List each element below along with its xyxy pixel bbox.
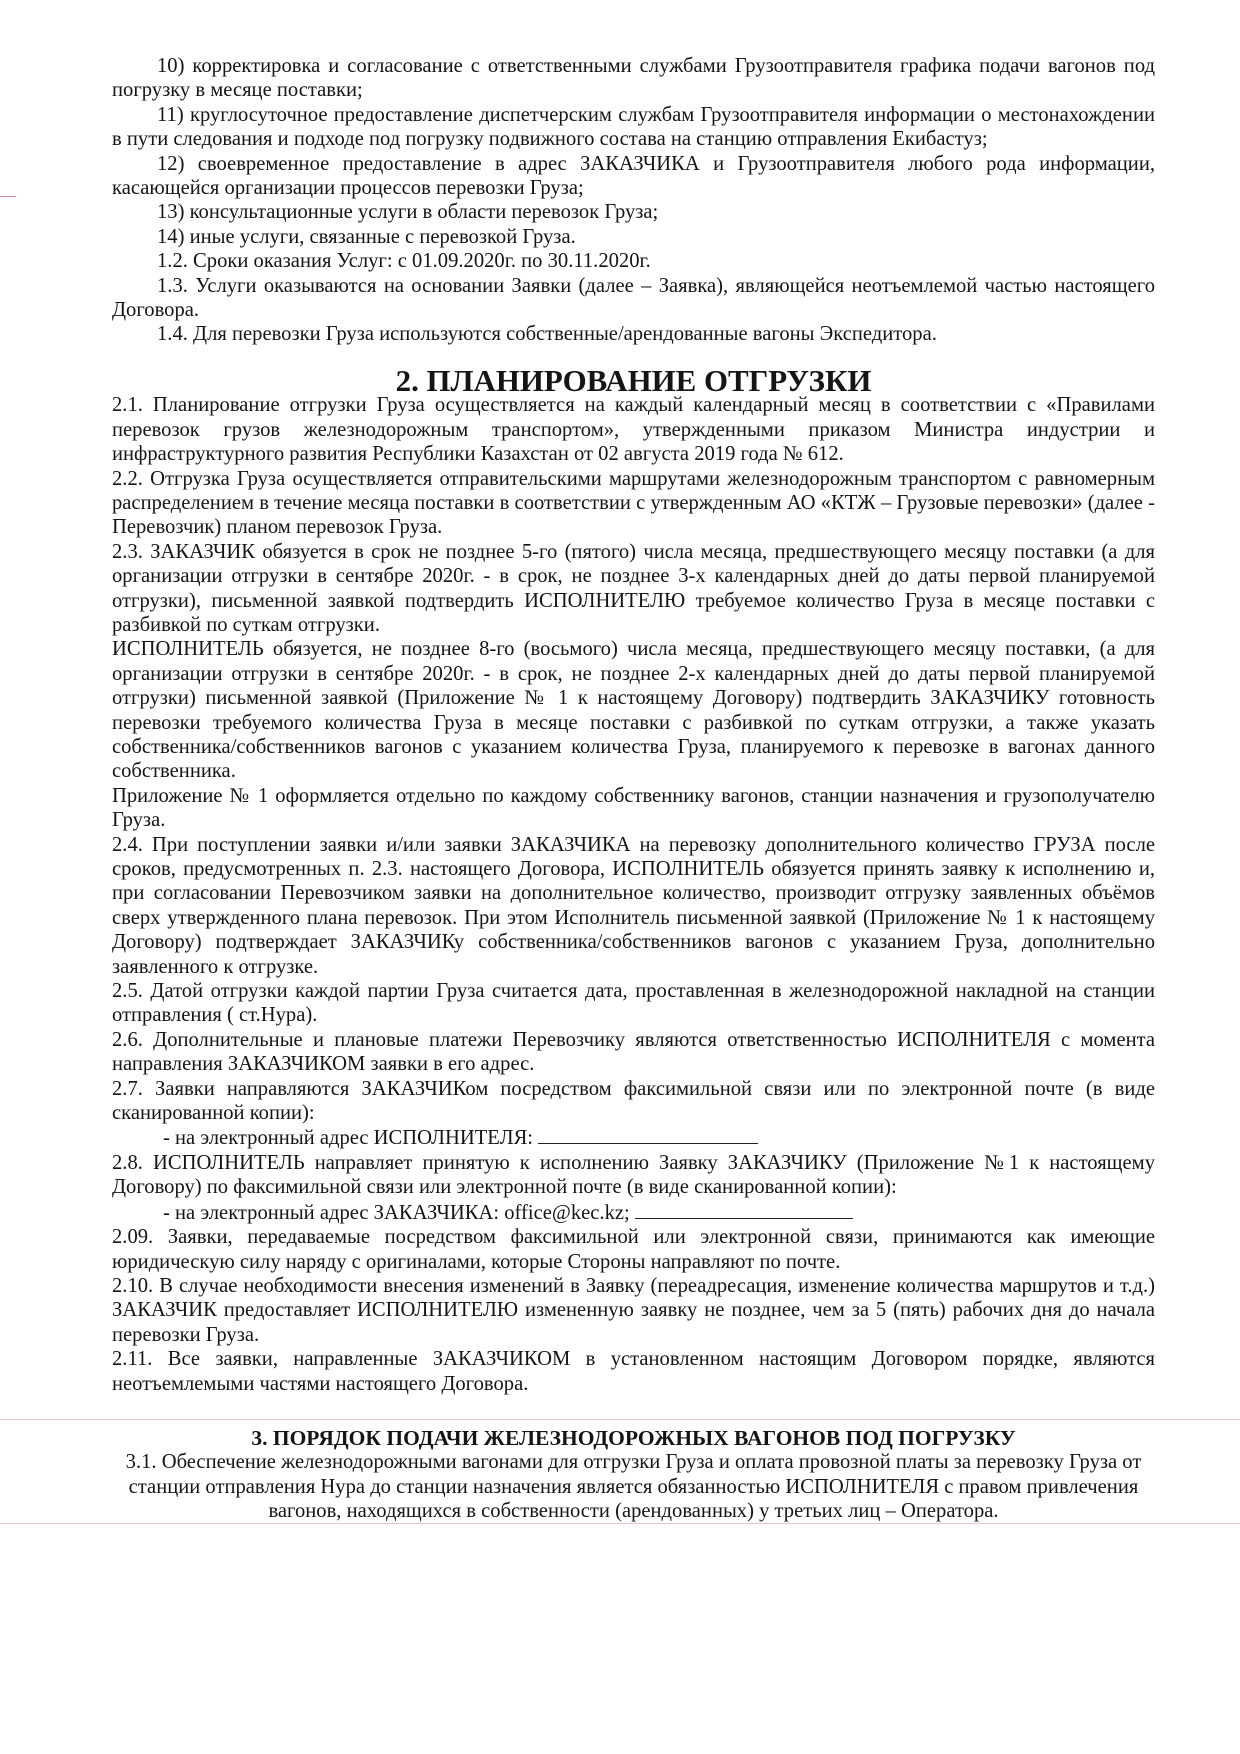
contractor-email-label: - на электронный адрес ИСПОЛНИТЕЛЯ: [163,1127,534,1150]
clause-1-3: 1.3. Услуги оказываются на основании Заявки (далее – Заявка), являющейся неотъемлемой частью настоящего Договора. [112,274,1155,322]
clause-2-5: 2.5. Датой отгрузки каждой партии Груза считается дата, проставленная в железнодорожной накладной на станции отправления ( ст.Нура). [112,980,1155,1027]
customer-email-label: - на электронный адрес ЗАКАЗЧИКА: office@kec.kz; [163,1201,630,1224]
clause-2-2: 2.2. Отгрузка Груза осуществляется отправительскими маршрутами железнодорожным транспортом с равномерным распределением в течение месяца поставки в соответствии с утвержденным АО «КТЖ – Грузовые перевозки» (далее - Перевозчик) планом перевозок Груза. [112,467,1155,539]
scan-edge-mark [0,196,16,197]
clause-1-4: 1.4. Для перевозки Груза используются собственные/арендованные вагоны Экспедитора. [157,323,937,346]
clause-2-1: 2.1. Планирование отгрузки Груза осуществляется на каждый календарный месяц в соответствии с «Правилами перевозок грузов железнодорожным транспортом», утвержденными приказом Министра индустрии и инфраструктурного развития Республики Казахстан от 02 августа 2019 года № 612. [112,394,1155,466]
scan-artifact-line [0,1419,1240,1420]
list-item-11: 11) круглосуточное предоставление диспетчерским службам Грузоотправителя информации о местонахождении в пути следования и подходе под погрузку подвижного состава на станцию отправления Екибастуз; [112,103,1155,151]
section-3-heading: 3. ПОРЯДОК ПОДАЧИ ЖЕЛЕЗНОДОРОЖНЫХ ВАГОНОВ ПОД ПОГРУЗКУ [251,1425,1016,1450]
clause-2-9: 2.09. Заявки, передаваемые посредством факсимильной или электронной связи, принимаются как имеющие юридическую силу наряду с оригиналами, которые Стороны направляют по почте. [112,1226,1155,1273]
scan-artifact-line [0,1523,1240,1524]
clause-2-11: 2.11. Все заявки, направленные ЗАКАЗЧИКОМ в установленном настоящим Договором порядке, являются неотъемлемыми частями настоящего Договора. [112,1348,1155,1395]
clause-2-3: 2.3. ЗАКАЗЧИК обязуется в срок не позднее 5-го (пятого) числа месяца, предшествующего месяцу поставки (а для организации отгрузки в сентябре 2020г. - в срок, не позднее 3-х календарных дней до даты первой планируемой отгрузки), письменной заявкой подтвердить ИСПОЛНИТЕЛЮ требуемое количество Груза в месяце поставки с разбивкой по суткам отгрузки. [112,540,1155,636]
clause-3-1: 3.1. Обеспечение железнодорожными вагонами для отгрузки Груза и оплата провозной платы за перевозку Груза от станции отправления Нура до станции назначения является обязанностью ИСПОЛНИТЕЛЯ с правом привлечения вагонов, находящихся в собственности (арендованных) у третьих лиц – Оператора. [125,1451,1142,1523]
list-item-12: 12) своевременное предоставление в адрес ЗАКАЗЧИКА и Грузоотправителя любого рода информации, касающейся организации процессов перевозки Груза; [112,152,1155,200]
contractor-email-line [112,1125,1155,1150]
list-item-10: 10) корректировка и согласование с ответственными службами Грузоотправителя графика подачи вагонов под погрузку в месяце поставки; [112,55,1155,102]
list-item-13: 13) консультационные услуги в области перевозок Груза; [157,201,659,224]
clause-2-3-appendix: Приложение № 1 оформляется отдельно по каждому собственнику вагонов, станции назначения и грузополучателю Груза. [112,784,1155,832]
clause-2-10: 2.10. В случае необходимости внесения изменений в Заявку (переадресация, изменение количества маршрутов и т.д.) ЗАКАЗЧИК предоставляет ИСПОЛНИТЕЛЮ измененную заявку не позднее, чем за 5 (пять) рабочих дня до начала перевозки Груза. [112,1274,1155,1346]
clause-2-6: 2.6. Дополнительные и плановые платежи Перевозчику являются ответственностью ИСПОЛНИТЕЛЯ с момента направления ЗАКАЗЧИКОМ заявки в его адрес. [112,1028,1155,1076]
clause-1-2: 1.2. Сроки оказания Услуг: с 01.09.2020г. по 30.11.2020г. [157,250,651,273]
customer-email-line [112,1200,1155,1225]
list-item-14: 14) иные услуги, связанные с перевозкой Груза. [157,225,576,248]
clause-2-8: 2.8. ИСПОЛНИТЕЛЬ направляет принятую к исполнению Заявку ЗАКАЗЧИКУ (Приложение №1 к настоящему Договору) по факсимильной связи или электронной почте (в виде сканированной копии): [112,1151,1155,1199]
clause-2-7: 2.7. Заявки направляются ЗАКАЗЧИКом посредством факсимильной связи или по электронной почте (в виде сканированной копии): [112,1077,1155,1125]
clause-2-3-contractor: ИСПОЛНИТЕЛЬ обязуется, не позднее 8-го (восьмого) числа месяца, предшествующего месяцу поставки, (а для организации отгрузки в сентябре 2020г. - в срок, не позднее 2-х календарных дней до даты первой планируемой отгрузки) письменной заявкой (Приложение № 1 к настоящему Договору) подтвердить ЗАКАЗЧИКУ готовность перевозки требуемого количества Груза в месяце поставки с разбивкой по суткам отгрузки, а также указать собственника/собственников вагонов с указанием количества Груза, планируемого к перевозке в вагонах данного собственника. [112,638,1155,783]
contractor-email-blank [538,1125,758,1144]
section-2-heading: 2. ПЛАНИРОВАНИЕ ОТГРУЗКИ [395,362,872,398]
customer-email-blank [635,1200,853,1219]
document-body [112,54,1155,1524]
clause-2-4: 2.4. При поступлении заявки и/или заявки ЗАКАЗЧИКА на перевозку дополнительного количество ГРУЗА после сроков, предусмотренных п. 2.3. настоящего Договора, ИСПОЛНИТЕЛЬ обязуется принять заявку к исполнению и, при согласовании Перевозчиком заявки на дополнительное количество, производит отгрузку заявленных объёмов сверх утвержденного плана перевозок. При этом Исполнитель письменной заявкой (Приложение № 1 к настоящему Договору) подтверждает ЗАКАЗЧИКу собственника/собственников вагонов с указанием Груза, дополнительно заявленного к отгрузке. [112,833,1155,978]
